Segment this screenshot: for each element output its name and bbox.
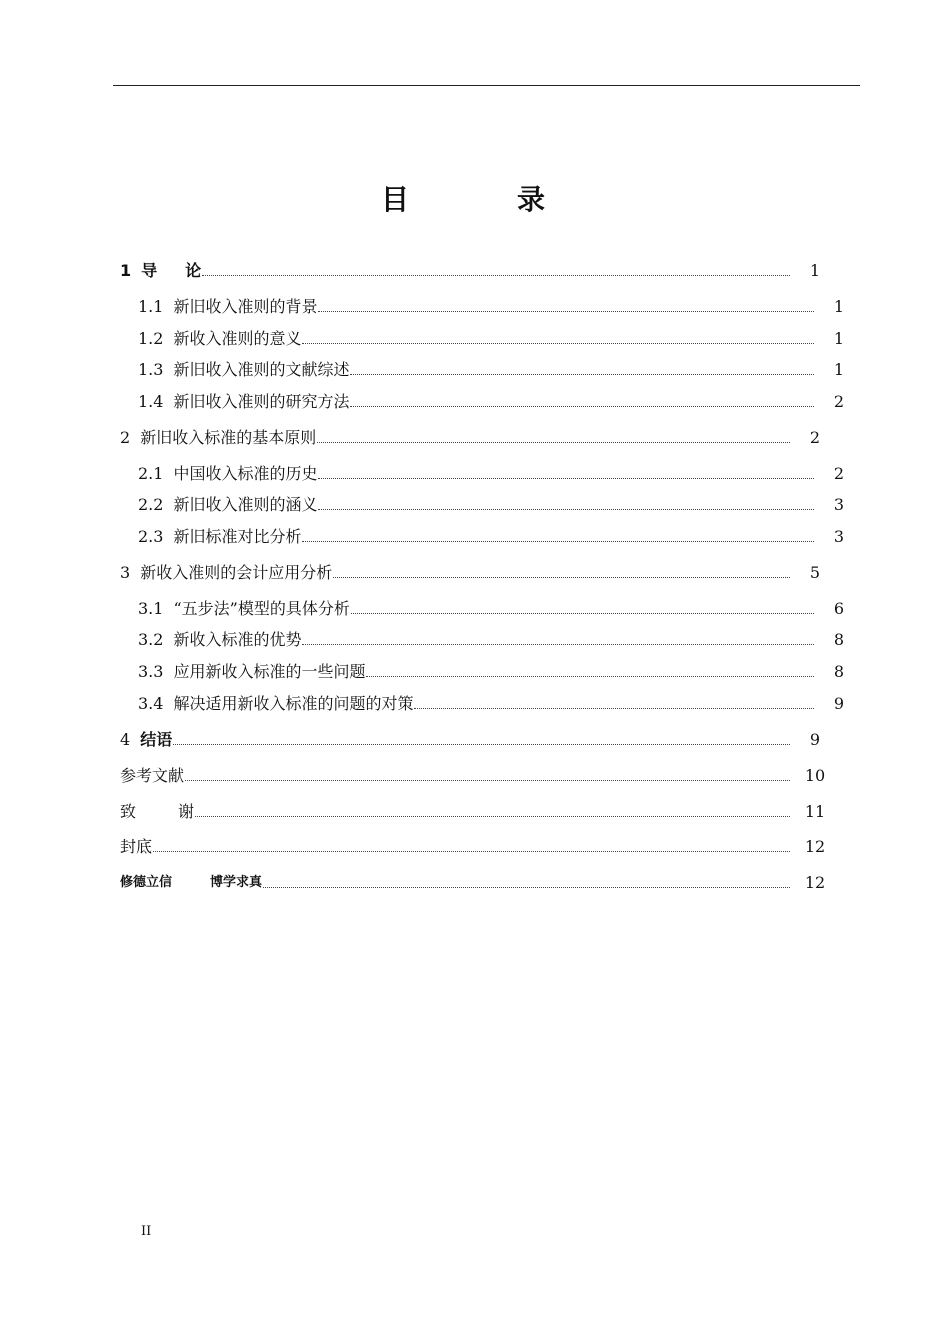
toc-page-number: 1	[833, 329, 845, 348]
toc-entry-2-1[interactable]	[138, 460, 845, 484]
toc-entry-1-4[interactable]	[138, 388, 845, 412]
toc-entry-1-2[interactable]	[138, 325, 845, 349]
toc-entry-label: 3 新收入准则的会计应用分析	[120, 563, 333, 582]
dot-leader	[153, 851, 790, 852]
dot-leader	[351, 613, 814, 614]
toc-entry-label: 3.4 解决适用新收入标准的问题的对策	[138, 694, 414, 713]
toc-entry-label: 1.2 新收入准则的意义	[138, 329, 302, 348]
toc-entry-label: 修德立信 博学求真	[120, 875, 263, 890]
toc-entry-label: 4 结语	[120, 730, 173, 749]
dot-leader	[202, 275, 790, 276]
toc-entry-label: 致谢	[120, 802, 195, 821]
dot-leader	[195, 816, 790, 817]
dot-leader	[302, 343, 814, 344]
dot-leader	[185, 780, 790, 781]
toc-entry-label: 3.1 “五步法”模型的具体分析	[138, 599, 350, 618]
toc-entry-label: 封底	[120, 837, 153, 856]
dot-leader	[333, 577, 790, 578]
toc-entry-label: 2.1 中国收入标准的历史	[138, 464, 318, 483]
toc-entry-3[interactable]	[120, 559, 821, 583]
toc-entry-3-2[interactable]	[138, 626, 845, 650]
toc-page-number: 2	[833, 464, 845, 483]
toc-entry-label: 1 导论	[120, 261, 202, 280]
toc-page-number: 12	[804, 873, 826, 892]
toc-page-number: 3	[833, 495, 845, 514]
toc-entry-motto[interactable]	[120, 869, 826, 893]
toc-entry-label: 1.3 新旧收入准则的文献综述	[138, 360, 350, 379]
toc-page-number: 11	[804, 802, 826, 821]
toc-entry-label: 2 新旧收入标准的基本原则	[120, 428, 317, 447]
toc-entry-1-3[interactable]	[138, 356, 845, 380]
toc-entry-label: 参考文献	[120, 766, 185, 785]
toc-page-number: 1	[833, 360, 845, 379]
toc-entry-2-3[interactable]	[138, 523, 845, 547]
toc-entry-label: 3.2 新收入标准的优势	[138, 630, 302, 649]
dot-leader	[366, 676, 814, 677]
toc-title: 目 录	[380, 183, 585, 216]
toc-page-number: 2	[833, 392, 845, 411]
footer-page-number: II	[141, 1224, 152, 1239]
dot-leader	[350, 374, 814, 375]
dot-leader	[318, 311, 814, 312]
toc-entry-label: 1.4 新旧收入准则的研究方法	[138, 392, 350, 411]
toc-entry-label: 2.2 新旧收入准则的涵义	[138, 495, 318, 514]
toc-entry-1[interactable]	[120, 257, 821, 281]
toc-page-number: 2	[809, 428, 821, 447]
toc-page-number: 8	[833, 630, 845, 649]
toc-page-number: 9	[833, 694, 845, 713]
toc-page-number: 9	[809, 730, 821, 749]
toc-entry-3-4[interactable]	[138, 690, 845, 714]
toc-page-number: 5	[809, 563, 821, 582]
toc-entry-back-cover[interactable]	[120, 833, 826, 857]
toc-entry-3-1[interactable]	[138, 595, 845, 619]
dot-leader	[317, 442, 790, 443]
toc-entry-acknowledgements[interactable]	[120, 798, 826, 822]
toc-page-number: 8	[833, 662, 845, 681]
dot-leader	[302, 644, 814, 645]
toc-entry-label: 2.3 新旧标准对比分析	[138, 527, 302, 546]
dot-leader	[173, 744, 790, 745]
dot-leader	[263, 887, 790, 888]
toc-entry-1-1[interactable]	[138, 293, 845, 317]
dot-leader	[350, 406, 814, 407]
toc-entry-2[interactable]	[120, 424, 821, 448]
toc-entry-label: 1.1 新旧收入准则的背景	[138, 297, 318, 316]
toc-entry-4[interactable]	[120, 726, 821, 750]
toc-entry-2-2[interactable]	[138, 491, 845, 515]
toc-entry-3-3[interactable]	[138, 658, 845, 682]
toc-page-number: 12	[804, 837, 826, 856]
toc-page-number: 10	[804, 766, 826, 785]
toc-page-number: 1	[833, 297, 845, 316]
toc-entry-label: 3.3 应用新收入标准的一些问题	[138, 662, 366, 681]
dot-leader	[318, 478, 814, 479]
toc-entry-references[interactable]	[120, 762, 826, 786]
dot-leader	[318, 509, 814, 510]
dot-leader	[414, 708, 814, 709]
toc-page-number: 1	[809, 261, 821, 280]
toc-page-number: 3	[833, 527, 845, 546]
toc-page-number: 6	[833, 599, 845, 618]
dot-leader	[302, 541, 814, 542]
